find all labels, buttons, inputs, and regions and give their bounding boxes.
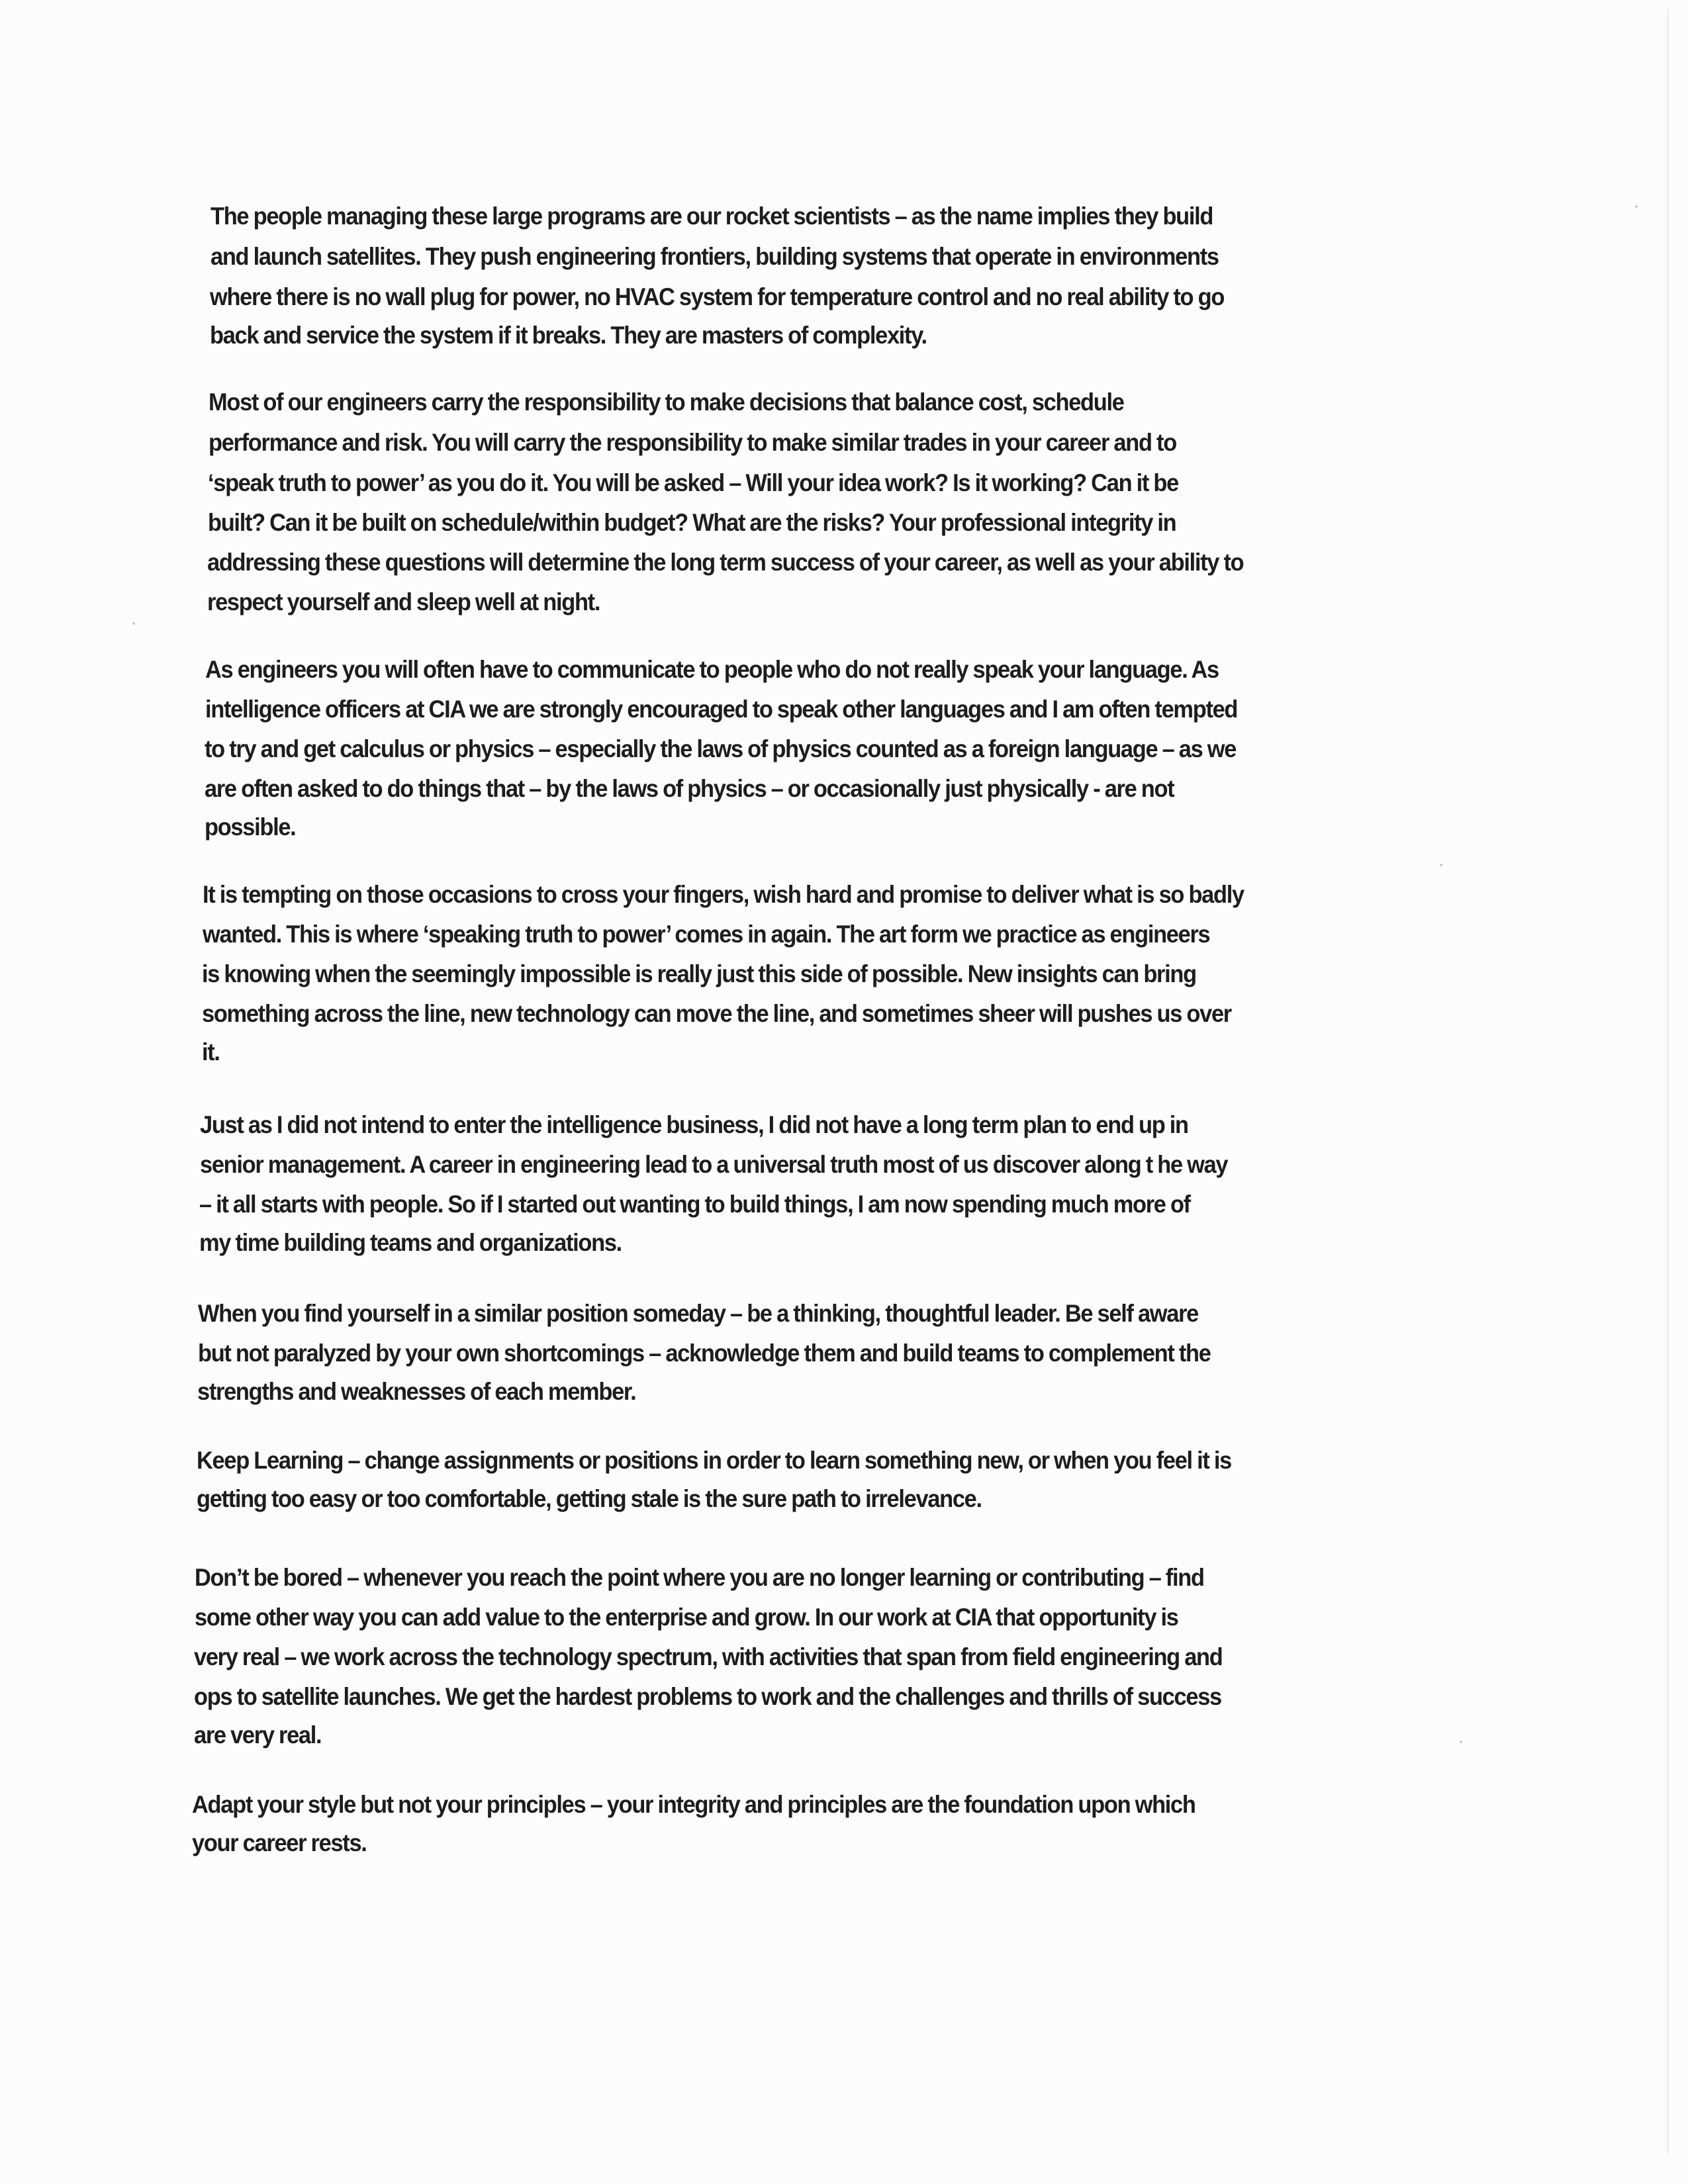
text-line: but not paralyzed by your own shortcomings – acknowledge them and build teams to complement the [198,1340,1211,1367]
text-line: Adapt your style but not your principles – your integrity and principles are the foundation upon which [192,1791,1196,1818]
text-line: wanted. This is where ‘speaking truth to power’ comes in again. The art form we practice as engineers [203,921,1210,948]
text-line: As engineers you will often have to communicate to people who do not really speak your language. As [205,656,1219,683]
text-line: your career rests. [192,1829,367,1856]
scan-speck [1460,1741,1462,1743]
text-line: – it all starts with people. So if I started out wanting to build things, I am now spending much more of [199,1191,1190,1218]
text-line: to try and get calculus or physics – especially the laws of physics counted as a foreign language – as we [205,735,1237,762]
text-line: addressing these questions will determine the long term success of your career, as well as your ability to [207,549,1244,576]
text-line: it. [202,1038,220,1066]
text-line: When you find yourself in a similar position someday – be a thinking, thoughtful leader. Be self aware [198,1300,1199,1327]
text-line: respect yourself and sleep well at night. [207,588,600,615]
text-line: back and service the system if it breaks. They are masters of complexity. [210,322,927,349]
text-line: where there is no wall plug for power, no HVAC system for temperature control and no real ability to go [210,283,1225,310]
text-line: is knowing when the seemingly impossible is really just this side of possible. New insights can bring [202,960,1196,987]
text-line: senior management. A career in engineering lead to a universal truth most of us discover along t he way [200,1151,1228,1178]
text-line: intelligence officers at CIA we are strongly encouraged to speak other languages and I am often tempted [205,696,1238,723]
text-line: Just as I did not intend to enter the intelligence business, I did not have a long term plan to end up in [200,1111,1188,1138]
text-line: strengths and weaknesses of each member. [197,1378,636,1405]
scan-speck [132,622,135,625]
text-line: Keep Learning – change assignments or positions in order to learn something new, or when you feel it is [197,1447,1231,1474]
text-line: very real – we work across the technology spectrum, with activities that span from field engineering and [194,1643,1223,1670]
text-line: built? Can it be built on schedule/within budget? What are the risks? Your professional integrity in [208,509,1176,536]
text-line: Most of our engineers carry the responsibility to make decisions that balance cost, schedule [209,388,1124,416]
scan-speck [1635,205,1638,208]
text-line: performance and risk. You will carry the responsibility to make similar trades in your career and to [209,429,1176,456]
text-line: possible. [205,813,296,841]
text-line: and launch satellites. They push engineering frontiers, building systems that operate in environments [211,243,1219,270]
text-line: The people managing these large programs are our rocket scientists – as the name implies they build [211,203,1213,230]
text-line: ‘speak truth to power’ as you do it. You will be asked – Will your idea work? Is it working? Can it be [208,469,1178,496]
text-line: Don’t be bored – whenever you reach the point where you are no longer learning or contributing – find [195,1564,1204,1591]
text-line: something across the line, new technology can move the line, and sometimes sheer will pushes us over [202,1000,1231,1027]
text-line: It is tempting on those occasions to cross your fingers, wish hard and promise to deliver what is so badly [203,881,1244,908]
text-line: some other way you can add value to the enterprise and grow. In our work at CIA that opportunity is [195,1604,1178,1631]
text-line: my time building teams and organizations. [199,1229,622,1256]
scan-edge-line [1667,9,1669,2154]
text-line: getting too easy or too comfortable, getting stale is the sure path to irrelevance. [197,1485,982,1512]
text-line: ops to satellite launches. We get the hardest problems to work and the challenges and thrills of success [194,1683,1221,1710]
text-line: are often asked to do things that – by the laws of physics – or occasionally just physically - are not [205,775,1174,802]
scan-speck [1440,864,1442,866]
text-line: are very real. [194,1721,322,1749]
